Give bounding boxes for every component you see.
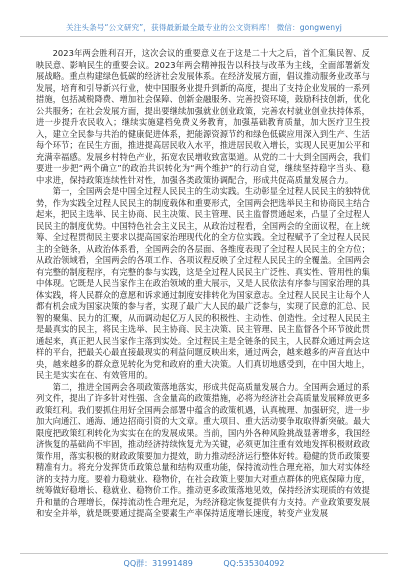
document-body [36, 48, 370, 520]
paragraph-point-one: 第一，全国两会是中国全过程人民民主的生动实践。生动彰显全过程人民民主的独特优势，作为实践全过程人民民主的制度载体和重要形式，全国两会把选举民主和协商民主结合起来，把民主选举、民主协商、民主决策、民主管理、民主监督贯通起来，凸显了全过程人民民主的制度优势。中国特色社会主义民主，从政治过程看，全国两会的全面议程，在上统筹、全过程贯彻民主要求以提高国家治理现代化的全方位实践。全过程赋予了全过程人民民主的全链条，从政治体系看，全国两会的各层面、各维度表现了全过程人民民主的全方位；从政治领域看，全国两会的各项工作、各项议程反映了全过程人民民主的全覆盖。全国两会有完整的制度程序，有完整的参与实践，这是全过程人民民主广泛性、真实性、管用性的集中体现。它既是人民当家作主在政治领域的重大展示，又是人民依法有序参与国家治理的具体实践，将人民群众的意愿和诉求通过制度安排转化为国家意志。全过程人民民主让每个人都有机会成为国家决策的参与者，实现了最广大人民的最广泛参与，实现了民意的汇总、民智的聚集、民力的汇聚，从而调动起亿万人民的积极性、主动性、创造性。全过程人民民主是最真实的民主，将民主选举、民主协商、民主决策、民主管理、民主监督各个环节彼此贯通起来，真正把人民当家作主落到实处。全过程民主是全链条的民主，人民群众通过两会这样的平台，把最关心最直接最现实的利益问题反映出来，通过两会，越来越多的声音直达中央，越来越多的群众意见转化为党和政府的重大决策。人们真切地感受到，在中国大地上，民主是实实在在、有效管用的。 [36, 186, 370, 380]
paragraph-intro: 2023年两会胜利召开，这次会议的重要意义在于这是二十大之后，首个汇集民智、反映民意、影响民生的重要会议。2023年两会精神报告以科技与改革为主线，全面部署新发展战略。重点构建绿色低碳的经济社会发展体系。在经济发展方面，倡议推动服务业改革与发展，培育和引导新兴行业，使中国服务业提升到新的高度，提出了支持企业发展的一系列措施，包括减税降费、增加社会保障、创新金融服务、完善投资环境，鼓励科技创新，优化公共服务；在社会发展方面，提出要继续加强就业创业政策，完善农村就业创业扶持体系，进一步提升农民收入；继续实施建档免费义务教育，加强基础教育质量，加大医疗卫生投入，建立全民参与共治的健康促进体系，把能源资源节约和绿色低碳应用深入到生产、生活每个环节；在民生方面，推进提高居民收入水平，推进居民收入增长，实现人民更加公平和充满幸福感。发展乡村特色产业，拓宽农民增收致富渠道。从党的二十大到全国两会，我们要进一步把“两个确立”的政治共识转化为“两个维护”的行动自觉，继续坚持稳字当头、稳中求进，保持政策连续性针对性，加强各类政策协调配合，形成共促高质量发展合力。 [36, 48, 370, 185]
footer-contact [0, 558, 408, 569]
footer-qq-number: QQ:535304092 [223, 559, 285, 568]
header-banner: 关注头条号“公文研究”，获得最新最全最专业的公文资料库！ 微信：gongwenyj [66, 23, 342, 32]
header-divider [20, 36, 388, 37]
paragraph-point-two: 第二，推进全国两会各项政策落地落实，形成共促高质量发展合力。全国两会通过的系列文件，提出了许多针对性强、含金量高的政策措施，必将为经济社会高质量发展释放更多政策红利。我们要抓住用好全国两会部署中蕴含的政策机遇，认真梳理、加强研究，进一步加大向通江、通海、通边招商引资的大文章。重大项目、重大活动要争取取得新突破。最大限度把政策红利转化为实实在在的发展成果。当前，国内外各种风险挑战显著增多，我国经济恢复的基础尚不牢固，推动经济持续恢复尤为关键，必须更加注重有效地发挥积极财政政策作用，落实积极的财政政策要加力提效，助力推动经济运行整体好转。稳健的货币政策要精准有力。将充分发挥货币政策总量和结构双重功能，保持流动性合理充裕，加大对实体经济的支持力度。要着力稳就业、稳物价，在社会政策上要加大对重点群体的兜底保障力度，统筹做好稳增长、稳就业、稳物价工作。推动更多政策落地见效，保持经济实现质的有效提升和量的合理增长，保持流动性合理充足，为经济稳定恢复提供有力支持。产业政策要发展和安全并举，就是既要通过提高全要素生产率保持适度增长速度，转变产业发展 [36, 381, 370, 518]
footer-divider [20, 553, 388, 554]
footer-qq-group: QQ群：31991489 [123, 559, 193, 568]
